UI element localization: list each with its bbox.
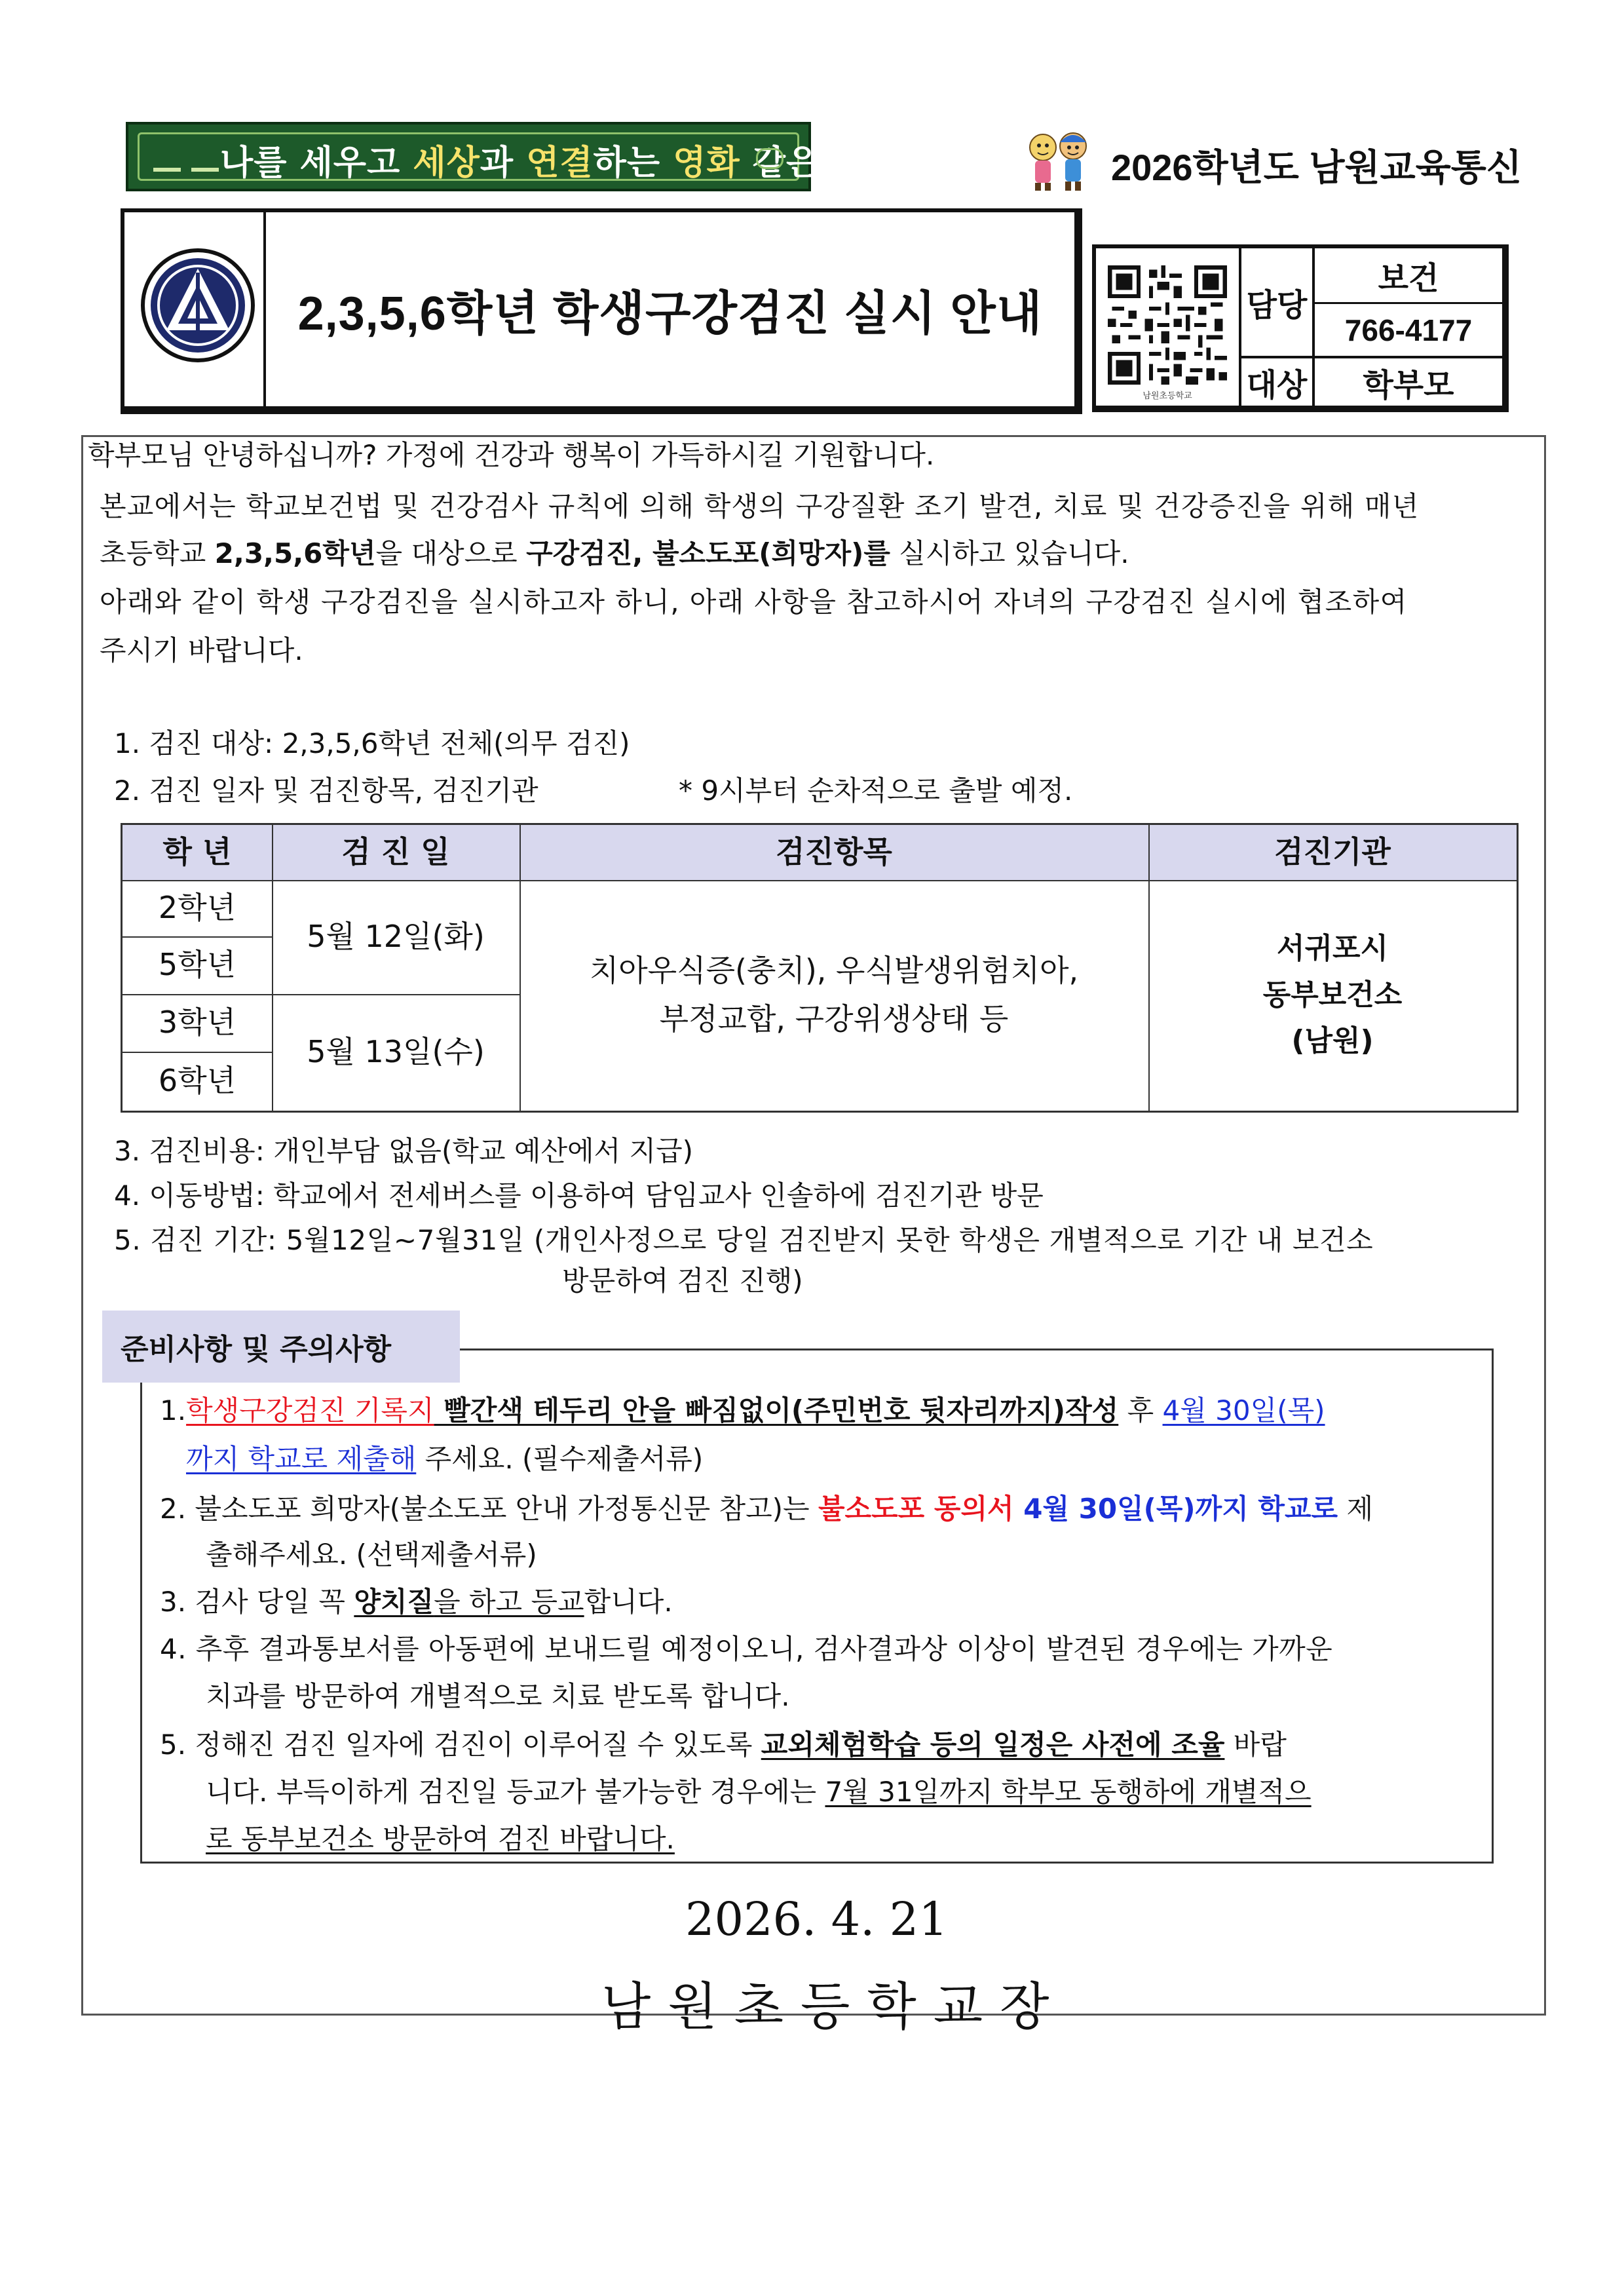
- table-cell-grade: 2학년: [158, 890, 236, 926]
- slogan-highlight: 영화: [673, 144, 740, 183]
- intro-text: 실시하고 있습니다.: [890, 537, 1129, 569]
- intro-emphasis: 구강검진, 불소도포(희망자)를: [526, 537, 890, 569]
- target-label: 대상: [1246, 368, 1308, 403]
- intro-emphasis: 2,3,5,6학년: [214, 537, 376, 569]
- qr-code-icon[interactable]: [1108, 265, 1227, 385]
- table-cell-text: 치아우식증(충치), 우식발생위험치아,: [589, 953, 1079, 989]
- table-cell-items: [519, 880, 1148, 1111]
- notice-red-text: 불소도포 동의서: [818, 1493, 1014, 1525]
- charge-dept: 보건: [1378, 261, 1439, 296]
- table-cell-grade: 3학년: [158, 1004, 236, 1041]
- notice-item-5-cont: [206, 1778, 1312, 1806]
- table-cell-date: 5월 13일(수): [307, 1034, 485, 1070]
- item-schedule: 2. 검진 일자 및 검진항목, 검진기관: [114, 775, 538, 807]
- notice-text: 3. 검사 당일 꼭: [160, 1586, 354, 1618]
- table-header: 검진기관: [1274, 834, 1391, 870]
- slogan-part: 나를 세우고: [220, 144, 413, 183]
- notice-item-5-cont: 로 동부보건소 방문하여 검진 바랍니다.: [206, 1823, 675, 1855]
- slogan-dash-right: [191, 168, 219, 172]
- table-header: 검 진 일: [341, 834, 450, 870]
- notice-item-1: [160, 1394, 1325, 1426]
- slogan-part: 같은 학교: [740, 144, 899, 183]
- table-header: 검진항목: [776, 834, 892, 870]
- slogan-text: [220, 135, 899, 184]
- notice-text: 2. 불소도포 희망자(불소도포 안내 가정통신문 참고)는: [160, 1493, 818, 1525]
- notice-underline: 을 하고 등교: [434, 1586, 584, 1618]
- notice-emphasis: 빨간색 테두리 안을 빠짐없이(주민번호 뒷자리까지)작성: [434, 1394, 1119, 1426]
- slogan-part: 하는: [593, 144, 673, 183]
- issue-date: 2026. 4. 21: [685, 1892, 948, 1946]
- notice-item-2-cont: 출해주세요. (선택제출서류): [206, 1539, 537, 1571]
- notice-text: 5. 정해진 검진 일자에 검진이 이루어질 수 있도록: [160, 1729, 761, 1761]
- notice-blue-text: 4월 30일(목)까지 학교로: [1013, 1493, 1338, 1525]
- notice-item-4-cont: 치과를 방문하여 개별적으로 치료 받도록 합니다.: [206, 1680, 790, 1712]
- notice-text: 니다. 부득이하게 검진일 등교가 불가능한 경우에는: [206, 1776, 825, 1808]
- page-title: 2,3,5,6학년 학생구강검진 실시 안내: [297, 288, 1043, 340]
- charge-label: 담당: [1246, 288, 1308, 323]
- contact-box: [1092, 244, 1509, 412]
- notice-emphasis: 양치질: [354, 1586, 434, 1618]
- speech-bubble-icon: [756, 148, 784, 169]
- notice-text: 후: [1118, 1394, 1163, 1426]
- notice-blue-text: 까지 학교로 제출해: [186, 1443, 417, 1475]
- notice-item-4: 4. 추후 결과통보서를 아동편에 보내드릴 예정이오니, 검사결과상 이상이 발견된 경우에는 가까운: [160, 1633, 1333, 1665]
- notice-blue-text: 4월 30일(목): [1162, 1394, 1325, 1426]
- slogan-dash-left: [153, 168, 181, 172]
- intro-paragraph: [100, 537, 1129, 569]
- notice-red-text: 학생구강검진 기록지: [186, 1394, 434, 1426]
- item-period-cont: 방문하여 검진 진행): [562, 1265, 803, 1297]
- mascot-icon: [1021, 128, 1098, 193]
- notice-text: 1.: [160, 1394, 187, 1426]
- item-schedule-note: * 9시부터 순차적으로 출발 예정.: [679, 775, 1073, 807]
- slogan-highlight: 연결: [526, 144, 594, 183]
- intro-paragraph: 본교에서는 학교보건법 및 건강검사 규칙에 의해 학생의 구강질환 조기 발견, 치료 및 건강증진을 위해 매년: [100, 490, 1420, 522]
- intro-text: 을 대상으로: [375, 537, 527, 569]
- notice-text: 제: [1338, 1493, 1374, 1525]
- notice-item-2: [160, 1495, 1373, 1523]
- title-box: [121, 208, 1082, 414]
- newsletter-title: 2026학년도 남원교육통신: [1111, 147, 1522, 188]
- target-value: 학부모: [1363, 368, 1454, 403]
- notice-text: 바랍: [1224, 1729, 1287, 1761]
- table-cell-text: (남원): [1291, 1024, 1374, 1058]
- notice-text: 합니다.: [584, 1586, 673, 1618]
- notice-text: 주세요. (필수제출서류): [416, 1443, 704, 1475]
- table-cell-text: 동부보건소: [1262, 978, 1403, 1012]
- intro-paragraph: 아래와 같이 학생 구강검진을 실시하고자 하니, 아래 사항을 참고하시어 자녀의 구강검진 실시에 협조하여: [100, 586, 1408, 618]
- table-cell-agency: [1148, 880, 1517, 1111]
- item-transport: 4. 이동방법: 학교에서 전세버스를 이용하여 담임교사 인솔하에 검진기관 방문: [114, 1179, 1044, 1212]
- slogan-highlight: 세상: [413, 144, 480, 183]
- notice-item-1-cont: [186, 1445, 703, 1473]
- table-header: 학 년: [162, 834, 232, 870]
- intro-greeting: 학부모님 안녕하십니까? 가정에 건강과 행복이 가득하시길 기원합니다.: [88, 439, 935, 471]
- schedule-table: [121, 823, 1519, 1113]
- intro-text: 초등학교: [100, 537, 215, 569]
- table-cell-grade: 6학년: [158, 1063, 236, 1099]
- notice-underline: 7월 31일까지 학부모 동행하에 개별적으: [825, 1776, 1312, 1808]
- notice-emphasis: 교외체험학습 등의 일정은 사전에 조율: [761, 1729, 1225, 1761]
- slogan-part: 과: [480, 144, 527, 183]
- intro-paragraph: 주시기 바랍니다.: [100, 634, 303, 666]
- school-emblem-icon: [139, 246, 257, 364]
- notice-label: 준비사항 및 주의사항: [102, 1311, 460, 1383]
- item-period: 5. 검진 기간: 5월12일~7월31일 (개인사정으로 당일 검진받지 못한 학생은 개별적으로 기간 내 보건소: [114, 1224, 1374, 1256]
- table-cell-grade: 5학년: [158, 947, 236, 983]
- item-cost: 3. 검진비용: 개인부담 없음(학교 예산에서 지급): [114, 1135, 694, 1167]
- notice-item-3: [160, 1588, 673, 1616]
- table-cell-date: 5월 12일(화): [307, 919, 485, 955]
- slogan-banner: [126, 122, 899, 191]
- qr-caption: 남원초등학교: [1142, 391, 1192, 401]
- charge-phone: 766-4177: [1344, 313, 1473, 347]
- item-target: 1. 검진 대상: 2,3,5,6학년 전체(의무 검진): [114, 727, 630, 759]
- table-cell-text: 부정교합, 구강위생상태 등: [659, 1001, 1009, 1037]
- principal-signature: 남원초등학교장: [601, 1978, 1067, 2037]
- table-cell-text: 서귀포시: [1276, 932, 1388, 966]
- notice-item-5: [160, 1731, 1287, 1759]
